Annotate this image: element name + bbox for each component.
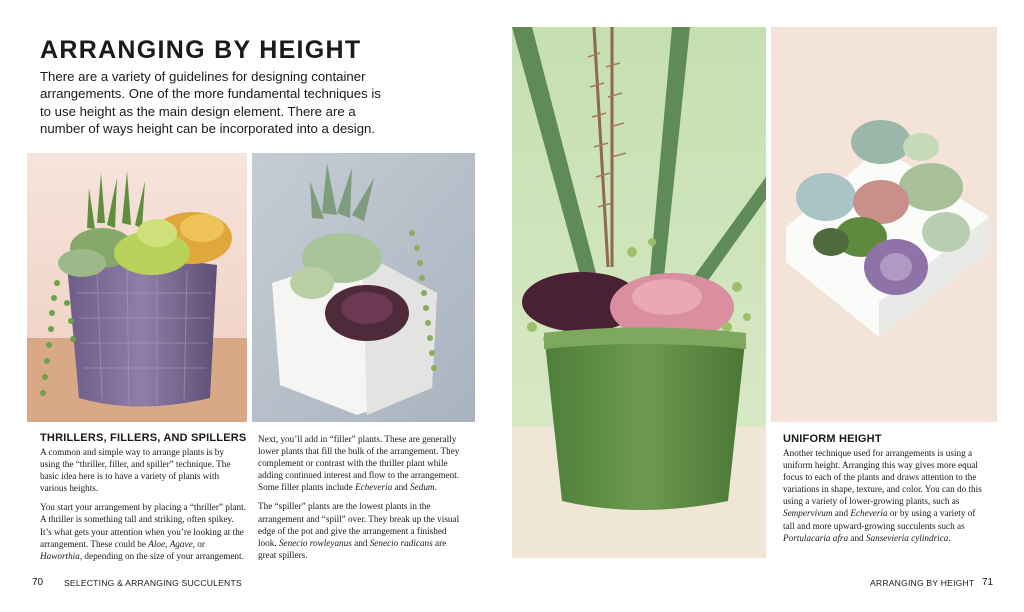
col3-paragraph-1: Another technique used for arrangements is using a uniform height. Arranging this way gives more equal focus to each of the plants and draws attention to the variations in shape, texture, and color. You can do this using a variety of lower-growing plants, such as Sempervivum and Echeveria or by using a variety of tall and more upward-growing succulents such as Portulacaria afra and Sansevieria cylindrica. [783, 448, 982, 543]
column-2 [258, 433, 464, 568]
intro-paragraph: There are a variety of guidelines for designing container arrangements. One of the more fundamental techniques is to use height as the main design element. There are a number of ways height can be incorporated into a design. [40, 69, 381, 137]
section-heading-uniform: UNIFORM HEIGHT [783, 433, 882, 445]
col2-paragraph-2: The “spiller” plants are the lowest plants in the arrangement and “spill” over. They break up the visual edge of the pot and give the arrangement a finished look. Senecio rowleyanus and Senecio radicans are great spillers. [258, 501, 460, 560]
photo-uniform-height [771, 27, 997, 422]
col2-paragraph-1: Next, you’ll add in “filler” plants. These are generally lower plants that fill the bulk of the arrangement. They complement or contrast with the thriller plant while adding continued interest and flow to the arrangement. Some filler plants include Echeveria and Sedum. [258, 434, 460, 493]
col1-paragraph-1: A common and simple way to arrange plants is by using the “thriller, filler, and spiller” technique. The basic idea here is to have a variety of plants with various heights. [40, 447, 231, 494]
running-head-left: SELECTING & ARRANGING SUCCULENTS [64, 578, 242, 588]
page-title: ARRANGING BY HEIGHT [40, 36, 362, 64]
running-head-right: ARRANGING BY HEIGHT [870, 578, 975, 588]
photo-white-square-pot [252, 153, 475, 422]
page-number-right: 71 [982, 577, 994, 588]
photo-purple-pot [27, 153, 247, 422]
photo-green-pot [512, 27, 766, 558]
column-1 [40, 446, 246, 569]
page-number-left: 70 [32, 577, 44, 588]
section-heading-thrillers: THRILLERS, FILLERS, AND SPILLERS [40, 432, 247, 444]
col1-paragraph-2: You start your arrangement by placing a “thriller” plant. A thriller is something tall and striking, often spikey. It’s what gets your attention when you’re looking at the arrangement. These could be Aloe, Agave, or Haworthia, depending on the size of your arrangement. [40, 502, 246, 561]
column-3 [783, 447, 986, 551]
